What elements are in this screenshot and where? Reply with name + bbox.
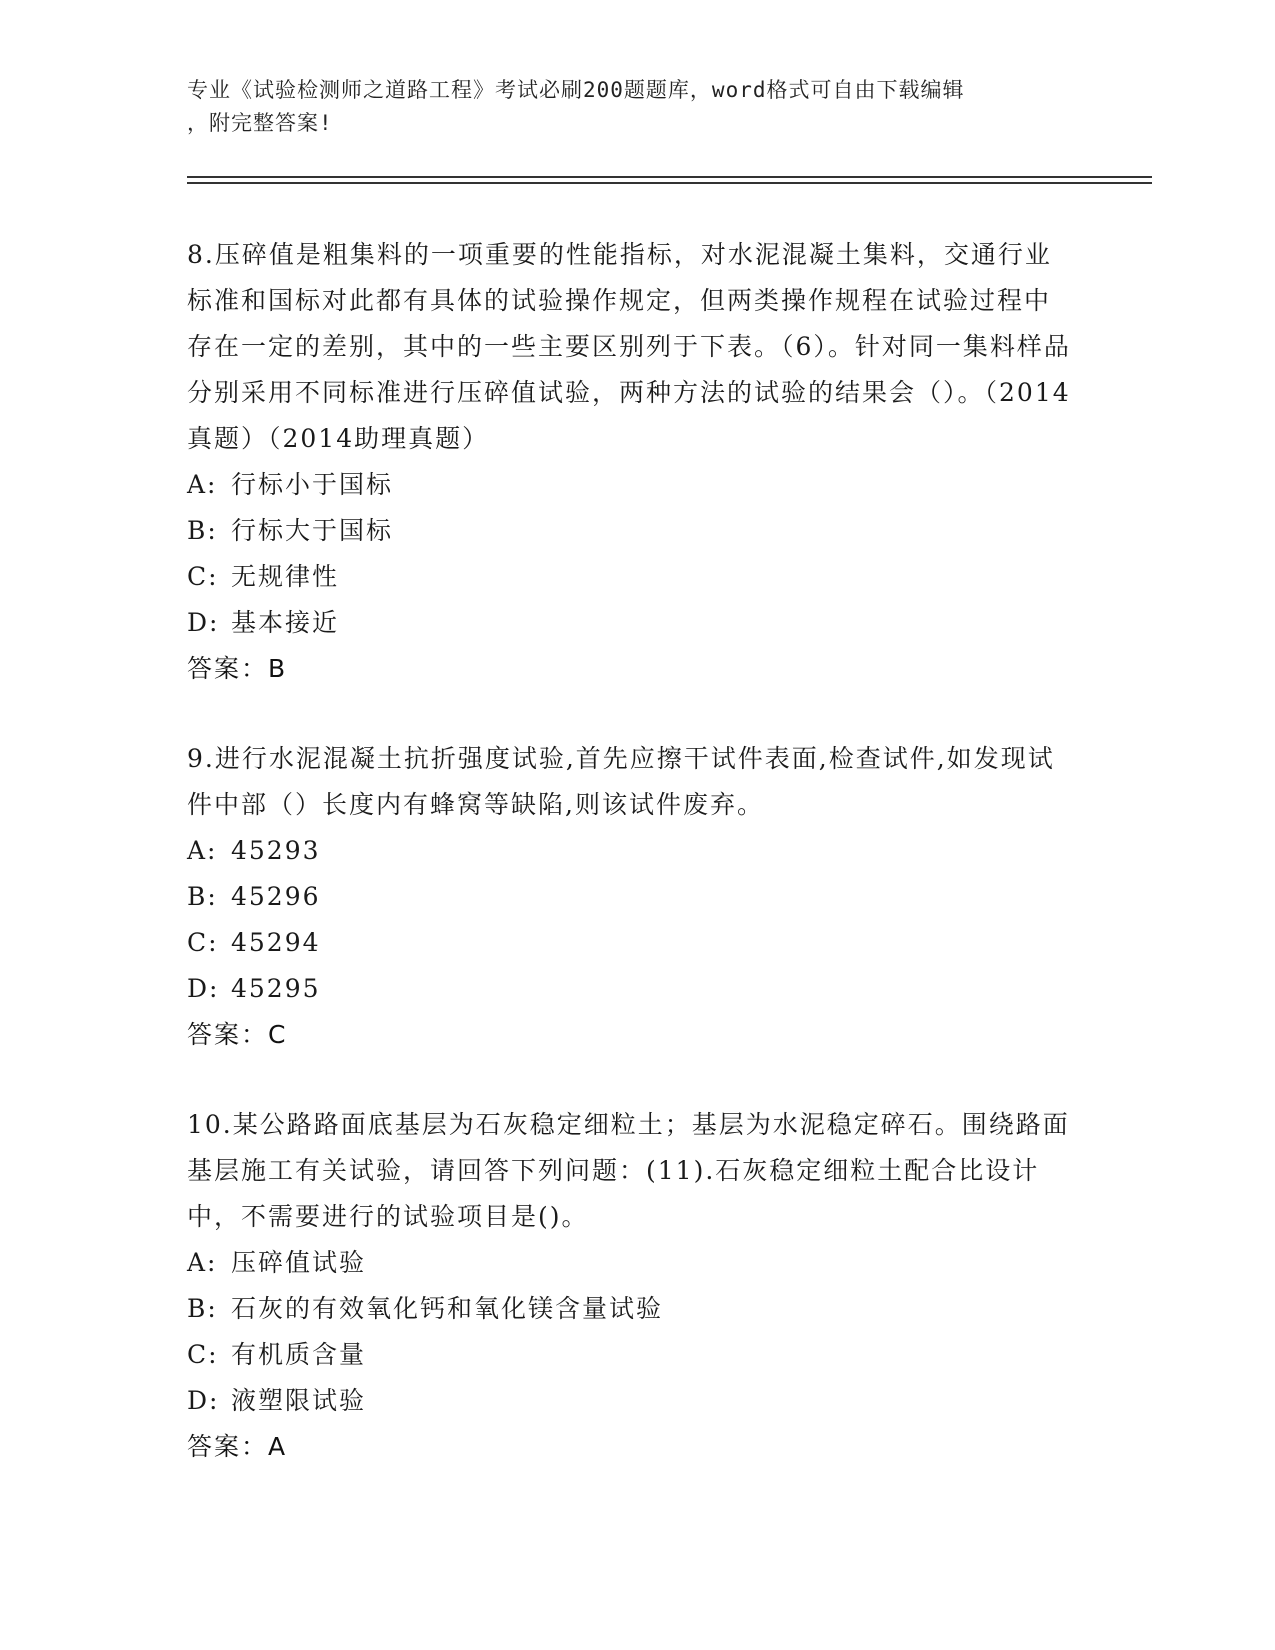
header-line-2: ，附完整答案! [187,111,333,135]
option-letter: C: [187,562,219,591]
question-text: 9.进行水泥混凝土抗折强度试验,首先应擦干试件表面,检查试件,如发现试件中部（）长度内有蜂窝等缺陷,则该试件废弃。 [187,744,1055,819]
option-a [187,828,1077,874]
option-b [187,874,1077,920]
option-text: 有机质含量 [231,1340,367,1369]
option-text: 45293 [231,836,321,865]
option-d [187,600,1077,646]
question-text: 10.某公路路面底基层为石灰稳定细粒土；基层为水泥稳定碎石。围绕路面基层施工有关试验，请回答下列问题：(11).石灰稳定细粒土配合比设计中，不需要进行的试验项目是()。 [187,1110,1070,1231]
option-letter: C: [187,1340,219,1369]
header-divider-top [187,176,1152,178]
option-letter: B: [187,516,218,545]
question-block [187,232,1077,692]
document-header [187,74,1077,140]
question-block [187,1102,1077,1470]
question-block [187,736,1077,1058]
option-c [187,554,1077,600]
option-letter: A: [187,1248,218,1277]
option-b [187,508,1077,554]
option-text: 基本接近 [231,608,340,637]
option-letter: D: [187,974,220,1003]
option-letter: A: [187,836,218,865]
option-letter: A: [187,470,218,499]
option-c [187,920,1077,966]
option-text: 45296 [231,882,321,911]
option-c [187,1332,1077,1378]
option-b [187,1286,1077,1332]
question-text: 8.压碎值是粗集料的一项重要的性能指标，对水泥混凝土集料，交通行业标准和国标对此都有具体的试验操作规定，但两类操作规程在试验过程中存在一定的差别，其中的一些主要区别列于下表。（6）。针对同一集料样品分别采用不同标准进行压碎值试验，两种方法的试验的结果会（）。（2014真题）（2014助理真题） [187,240,1071,453]
option-text: 45295 [231,974,321,1003]
option-text: 压碎值试验 [231,1248,367,1277]
option-text: 无规律性 [231,562,340,591]
option-a [187,1240,1077,1286]
header-divider-bottom [187,182,1152,184]
option-text: 石灰的有效氧化钙和氧化镁含量试验 [231,1294,664,1323]
option-letter: B: [187,1294,218,1323]
answer-line: 答案：B [187,654,288,683]
option-text: 液塑限试验 [231,1386,367,1415]
option-text: 45294 [231,928,321,957]
answer-line: 答案：C [187,1020,288,1049]
option-a [187,462,1077,508]
answer-line: 答案：A [187,1432,288,1461]
option-letter: B: [187,882,218,911]
option-letter: D: [187,608,220,637]
option-d [187,1378,1077,1424]
option-text: 行标大于国标 [231,516,394,545]
option-letter: C: [187,928,219,957]
option-text: 行标小于国标 [231,470,394,499]
option-d [187,966,1077,1012]
header-line-1: 专业《试验检测师之道路工程》考试必刷200题题库，word格式可自由下载编辑 [187,78,965,102]
option-letter: D: [187,1386,220,1415]
